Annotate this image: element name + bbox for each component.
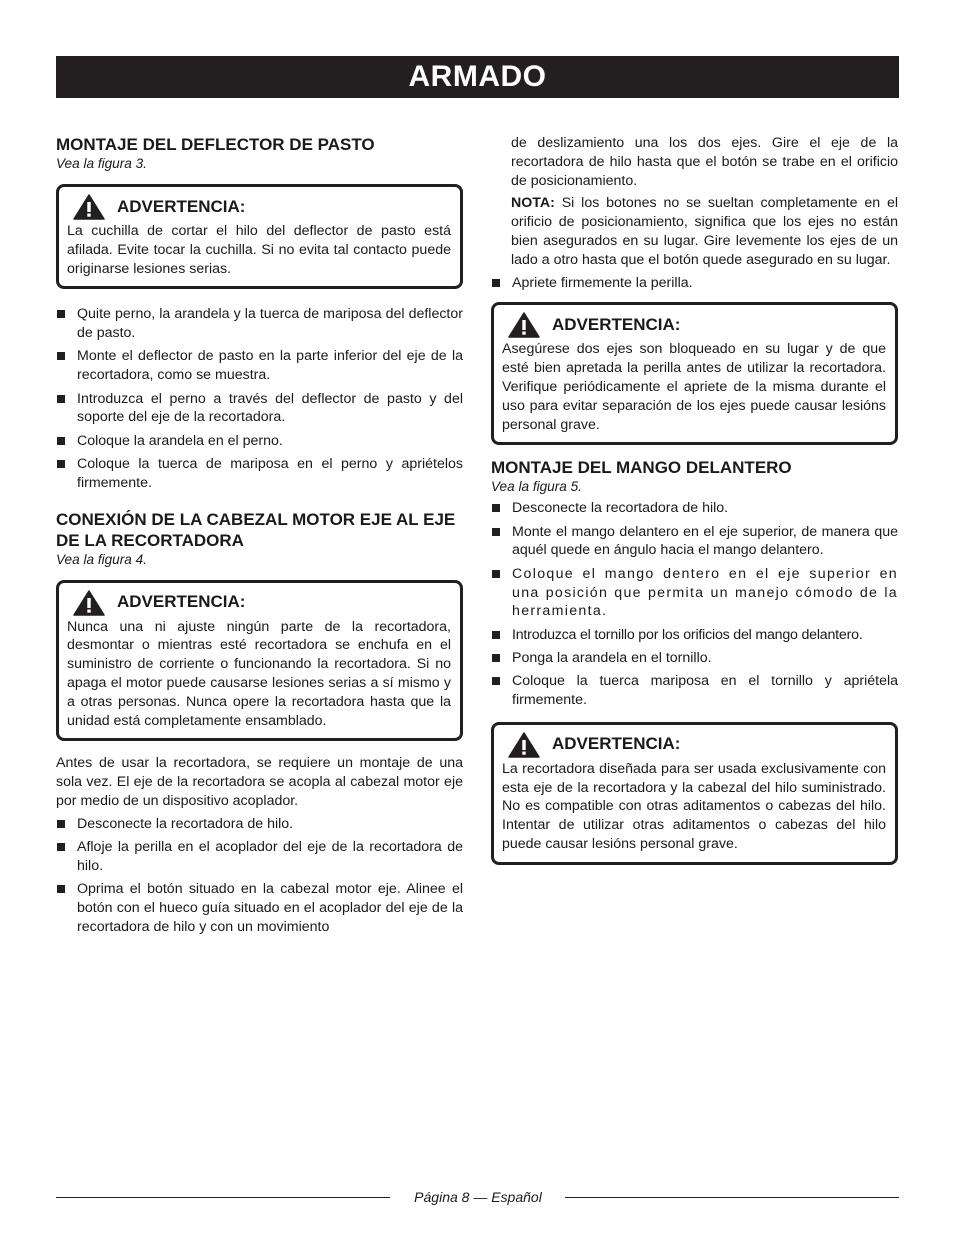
footer-rule-left bbox=[56, 1197, 390, 1198]
left-column bbox=[56, 134, 463, 941]
warning-box-deflector bbox=[56, 184, 463, 289]
warning-text: Nunca una ni ajuste ningún parte de la recortadora, desmontar o mientras esté recortadora se enchufa en el suministro de corriente o funcionando la recortadora. Si no apaga el motor puede causarse lesiones serias a sí mismo y a otras personas. Nunca opere la recortadora hasta que la unidad está completamente ensamblado. bbox=[67, 618, 451, 729]
warning-triangle-icon bbox=[73, 590, 105, 616]
warning-title: ADVERTENCIA: bbox=[552, 314, 681, 334]
deflector-steps bbox=[56, 305, 463, 492]
tighten-step bbox=[491, 274, 898, 293]
list-item: Ponga la arandela en el tornillo. bbox=[491, 649, 898, 668]
section-banner: ARMADO bbox=[56, 56, 899, 98]
list-item: Monte el mango delantero en el eje superior, de manera que aquél quede en ángulo hacia el mango delantero. bbox=[491, 523, 898, 561]
bullet-square-icon bbox=[57, 310, 65, 318]
figure-reference: Vea la figura 5. bbox=[491, 479, 582, 495]
note-text: Si los botones no se sueltan completamente en el orificio de posicionamiento, significa que los ejes no están bien asegurados en su lugar. Gire levemente los ejes de un lado a otro hasta que el botón quede asegurado en su lugar. bbox=[511, 195, 898, 268]
heading-front-handle: MONTAJE DEL MANGO DELANTERO bbox=[491, 458, 792, 478]
note-label: NOTA: bbox=[511, 195, 555, 212]
intro-paragraph: Antes de usar la recortadora, se requiere un montaje de una sola vez. El eje de la recortadora se acopla al cabezal motor eje por medio de un dispositivo acoplador. bbox=[56, 755, 463, 809]
list-item: Introduzca el perno a través del deflector de pasto y del soporte del eje de la recortadora. bbox=[56, 390, 463, 428]
list-item: Desconecte la recortadora de hilo. bbox=[56, 815, 463, 834]
warning-header bbox=[502, 732, 886, 758]
warning-triangle-icon bbox=[508, 312, 540, 338]
figure-reference: Vea la figura 4. bbox=[56, 551, 147, 567]
warning-title: ADVERTENCIA: bbox=[117, 196, 246, 216]
warning-box-compatibility bbox=[491, 722, 898, 865]
note-paragraph bbox=[491, 194, 898, 269]
bullet-square-icon bbox=[492, 570, 500, 578]
bullet-square-icon bbox=[57, 843, 65, 851]
bullet-square-icon bbox=[492, 504, 500, 512]
bullet-square-icon bbox=[57, 395, 65, 403]
right-column bbox=[491, 134, 898, 865]
continuation-text: de deslizamiento una los dos ejes. Gire el eje de la recortadora de hilo hasta que el botón se trabe en el orificio de posicionamiento. bbox=[511, 135, 898, 189]
list-item: Coloque la tuerca mariposa en el tornillo y apriétela firmemente. bbox=[491, 672, 898, 710]
bullet-square-icon bbox=[492, 279, 500, 287]
bullet-square-icon bbox=[57, 820, 65, 828]
list-item: Afloje la perilla en el acoplador del eje de la recortadora de hilo. bbox=[56, 838, 463, 876]
list-item: Apriete firmemente la perilla. bbox=[491, 274, 898, 293]
warning-title: ADVERTENCIA: bbox=[552, 734, 681, 754]
bullet-square-icon bbox=[492, 528, 500, 536]
heading-grass-deflector: MONTAJE DEL DEFLECTOR DE PASTO bbox=[56, 135, 375, 154]
connection-steps bbox=[56, 815, 463, 937]
warning-text: Asegúrese dos ejes son bloqueado en su lugar y de que esté bien apretada la perilla antes de utilizar la recortadora. Verifique periódicamente el apriete de la misma durante el uso para evitar separación de los ejes puede causar lesións personal grave. bbox=[502, 341, 886, 433]
list-item: Desconecte la recortadora de hilo. bbox=[491, 499, 898, 518]
list-item: Coloque la arandela en el perno. bbox=[56, 432, 463, 451]
list-item: Quite perno, la arandela y la tuerca de mariposa del deflector de pasto. bbox=[56, 305, 463, 343]
warning-header bbox=[67, 194, 451, 220]
figure-reference: Vea la figura 3. bbox=[56, 156, 147, 171]
bullet-square-icon bbox=[57, 437, 65, 445]
list-item: Coloque el mango dentero en el eje superior en una posición que permita un manejo cómodo de la herramienta. bbox=[491, 565, 898, 621]
warning-box-lock bbox=[491, 302, 898, 445]
list-item: Introduzca el tornillo por los orificios del mango delantero. bbox=[491, 626, 898, 645]
warning-triangle-icon bbox=[508, 732, 540, 758]
bullet-square-icon bbox=[57, 460, 65, 468]
warning-triangle-icon bbox=[73, 194, 105, 220]
bullet-square-icon bbox=[57, 885, 65, 893]
page-number: Página 8 — Español bbox=[414, 1189, 542, 1205]
bullet-square-icon bbox=[492, 631, 500, 639]
warning-text: La cuchilla de cortar el hilo del deflector de pasto está afilada. Evite tocar la cuchilla. Si no evita tal contacto puede originarse lesiones serias. bbox=[67, 223, 451, 277]
bullet-square-icon bbox=[57, 352, 65, 360]
list-item: Monte el deflector de pasto en la parte inferior del eje de la recortadora, como se muestra. bbox=[56, 347, 463, 385]
warning-box-connection bbox=[56, 580, 463, 742]
list-item: Oprima el botón situado en la cabezal motor eje. Alinee el botón con el hueco guía situado en el acoplador del eje de la recortadora de hilo y con un movimiento bbox=[56, 880, 463, 936]
bullet-square-icon bbox=[492, 677, 500, 685]
warning-text: La recortadora diseñada para ser usada exclusivamente con esta eje de la recortadora y la cabezal del hilo suministrado. No es compatible con otras aditamentos o cabezas del hilo. Intentar de utilizar otras aditamentos o cabezas del hilo puede causar lesións personal grave. bbox=[502, 760, 886, 853]
warning-header bbox=[67, 590, 451, 616]
warning-header bbox=[502, 312, 886, 338]
handle-steps bbox=[491, 499, 898, 709]
heading-shaft-connection: CONEXIÓN DE LA CABEZAL MOTOR EJE AL EJE DE LA RECORTADORA bbox=[56, 509, 456, 550]
list-item: Coloque la tuerca de mariposa en el perno y apriételos firmemente. bbox=[56, 455, 463, 493]
warning-title: ADVERTENCIA: bbox=[117, 592, 246, 612]
footer-rule-right bbox=[565, 1197, 899, 1198]
bullet-square-icon bbox=[492, 654, 500, 662]
